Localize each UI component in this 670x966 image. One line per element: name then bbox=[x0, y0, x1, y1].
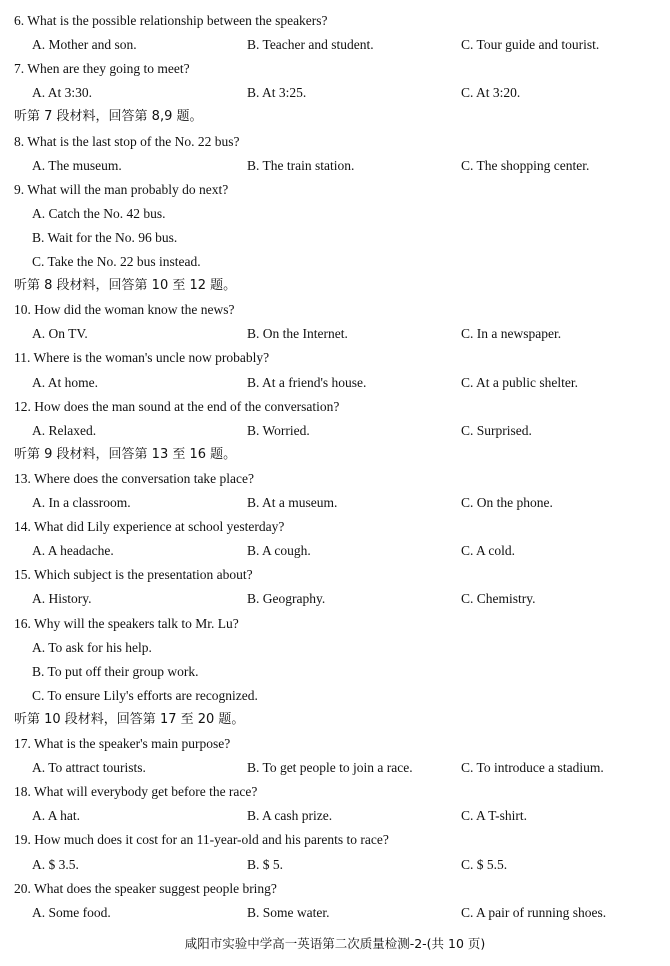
option-a: A. $ 3.5. bbox=[32, 856, 79, 872]
option-b: B. Worried. bbox=[247, 422, 310, 438]
question-row bbox=[0, 516, 670, 538]
option-b: B. At 3:25. bbox=[247, 85, 307, 101]
option-c: C. The shopping center. bbox=[461, 157, 590, 173]
question-text: 14. What did Lily experience at school yesterday? bbox=[14, 519, 285, 535]
option-row bbox=[0, 251, 670, 273]
option-text: C. To ensure Lily's efforts are recognized. bbox=[32, 687, 258, 703]
page-footer: 咸阳市实验中学高一英语第二次质量检测-2-(共 10 页) bbox=[184, 936, 486, 951]
option-a: A. A hat. bbox=[32, 808, 81, 824]
question-text: 19. How much does it cost for an 11-year-old and his parents to race? bbox=[14, 832, 389, 848]
option-c: C. A T-shirt. bbox=[461, 808, 528, 824]
option-c: C. At a public shelter. bbox=[461, 374, 578, 390]
option-b: B. On the Internet. bbox=[247, 326, 348, 342]
option-a: A. In a classroom. bbox=[32, 495, 131, 510]
options-row bbox=[0, 540, 670, 562]
options-row bbox=[0, 854, 670, 876]
option-c: C. In a newspaper. bbox=[461, 326, 562, 342]
options-row bbox=[0, 82, 670, 104]
option-text: B. To put off their group work. bbox=[32, 663, 199, 679]
option-row bbox=[0, 661, 670, 683]
options-row bbox=[0, 323, 670, 345]
option-row bbox=[0, 685, 670, 707]
options-row bbox=[0, 420, 670, 442]
option-a: A. Some food. bbox=[32, 904, 111, 920]
option-c: C. Tour guide and tourist. bbox=[461, 37, 600, 53]
question-row bbox=[0, 299, 670, 321]
option-b: B. At a museum. bbox=[247, 495, 338, 510]
section-row bbox=[0, 709, 670, 731]
section-row bbox=[0, 275, 670, 297]
question-text: 9. What will the man probably do next? bbox=[14, 181, 229, 197]
options-row bbox=[0, 757, 670, 779]
question-row bbox=[0, 131, 670, 153]
option-a: A. The museum. bbox=[32, 157, 122, 173]
options-row bbox=[0, 805, 670, 827]
question-row bbox=[0, 179, 670, 201]
option-b: B. At a friend's house. bbox=[247, 374, 367, 390]
option-c: C. On the phone. bbox=[461, 495, 553, 510]
option-text: C. Take the No. 22 bus instead. bbox=[32, 254, 201, 269]
options-row bbox=[0, 372, 670, 394]
option-c: C. Chemistry. bbox=[461, 591, 536, 607]
question-text: 20. What does the speaker suggest people bring? bbox=[14, 880, 277, 896]
option-text: A. To ask for his help. bbox=[32, 639, 152, 655]
option-a: A. A headache. bbox=[32, 543, 114, 559]
question-row bbox=[0, 829, 670, 851]
option-a: A. To attract tourists. bbox=[32, 760, 146, 776]
option-b: B. $ 5. bbox=[247, 856, 284, 872]
question-row bbox=[0, 564, 670, 586]
question-text: 16. Why will the speakers talk to Mr. Lu? bbox=[14, 615, 239, 631]
question-text: 10. How did the woman know the news? bbox=[14, 302, 235, 318]
option-text: B. Wait for the No. 96 bus. bbox=[32, 229, 178, 245]
options-row bbox=[0, 902, 670, 924]
option-b: B. To get people to join a race. bbox=[247, 760, 413, 776]
option-a: A. At home. bbox=[32, 374, 98, 390]
option-c: C. To introduce a stadium. bbox=[461, 760, 604, 776]
option-a: A. At 3:30. bbox=[32, 85, 93, 101]
question-text: 12. How does the man sound at the end of the conversation? bbox=[14, 398, 340, 414]
question-row bbox=[0, 878, 670, 900]
option-b: B. A cough. bbox=[247, 543, 311, 559]
options-row bbox=[0, 492, 670, 514]
option-row bbox=[0, 227, 670, 249]
question-text: 18. What will everybody get before the race? bbox=[14, 784, 258, 800]
question-row bbox=[0, 613, 670, 635]
question-text: 7. When are they going to meet? bbox=[14, 61, 190, 77]
section-instruction: 听第 9 段材料，回答第 13 至 16 题。 bbox=[14, 446, 237, 462]
options-row bbox=[0, 155, 670, 177]
option-a: A. History. bbox=[32, 591, 92, 607]
option-c: C. $ 5.5. bbox=[461, 856, 508, 872]
option-b: B. Geography. bbox=[247, 591, 326, 607]
question-row bbox=[0, 347, 670, 369]
question-row bbox=[0, 733, 670, 755]
question-text: 6. What is the possible relationship between the speakers? bbox=[14, 13, 328, 28]
option-b: B. Some water. bbox=[247, 904, 330, 920]
options-row bbox=[0, 34, 670, 56]
section-row bbox=[0, 106, 670, 128]
question-row bbox=[0, 396, 670, 418]
section-instruction: 听第 7 段材料，回答第 8,9 题。 bbox=[14, 109, 203, 125]
question-row bbox=[0, 468, 670, 490]
question-row bbox=[0, 10, 670, 32]
question-text: 17. What is the speaker's main purpose? bbox=[14, 736, 231, 751]
option-c: C. Surprised. bbox=[461, 422, 532, 438]
section-instruction: 听第 10 段材料，回答第 17 至 20 题。 bbox=[14, 711, 245, 727]
option-b: B. The train station. bbox=[247, 157, 355, 173]
question-text: 15. Which subject is the presentation about? bbox=[14, 567, 253, 583]
question-row bbox=[0, 58, 670, 80]
option-row bbox=[0, 637, 670, 659]
options-row bbox=[0, 588, 670, 610]
option-a: A. On TV. bbox=[32, 326, 88, 342]
option-a: A. Mother and son. bbox=[32, 37, 137, 53]
question-row bbox=[0, 781, 670, 803]
option-b: B. Teacher and student. bbox=[247, 37, 374, 53]
option-c: C. At 3:20. bbox=[461, 85, 521, 101]
section-instruction: 听第 8 段材料，回答第 10 至 12 题。 bbox=[14, 278, 237, 294]
option-a: A. Relaxed. bbox=[32, 422, 97, 438]
question-text: 13. Where does the conversation take place? bbox=[14, 470, 255, 486]
section-row bbox=[0, 444, 670, 466]
option-row bbox=[0, 203, 670, 225]
option-c: C. A pair of running shoes. bbox=[461, 904, 607, 920]
question-text: 8. What is the last stop of the No. 22 bus? bbox=[14, 133, 240, 149]
option-text: A. Catch the No. 42 bus. bbox=[32, 205, 166, 221]
option-b: B. A cash prize. bbox=[247, 808, 333, 824]
question-text: 11. Where is the woman's uncle now probably? bbox=[14, 350, 270, 366]
option-c: C. A cold. bbox=[461, 543, 516, 559]
